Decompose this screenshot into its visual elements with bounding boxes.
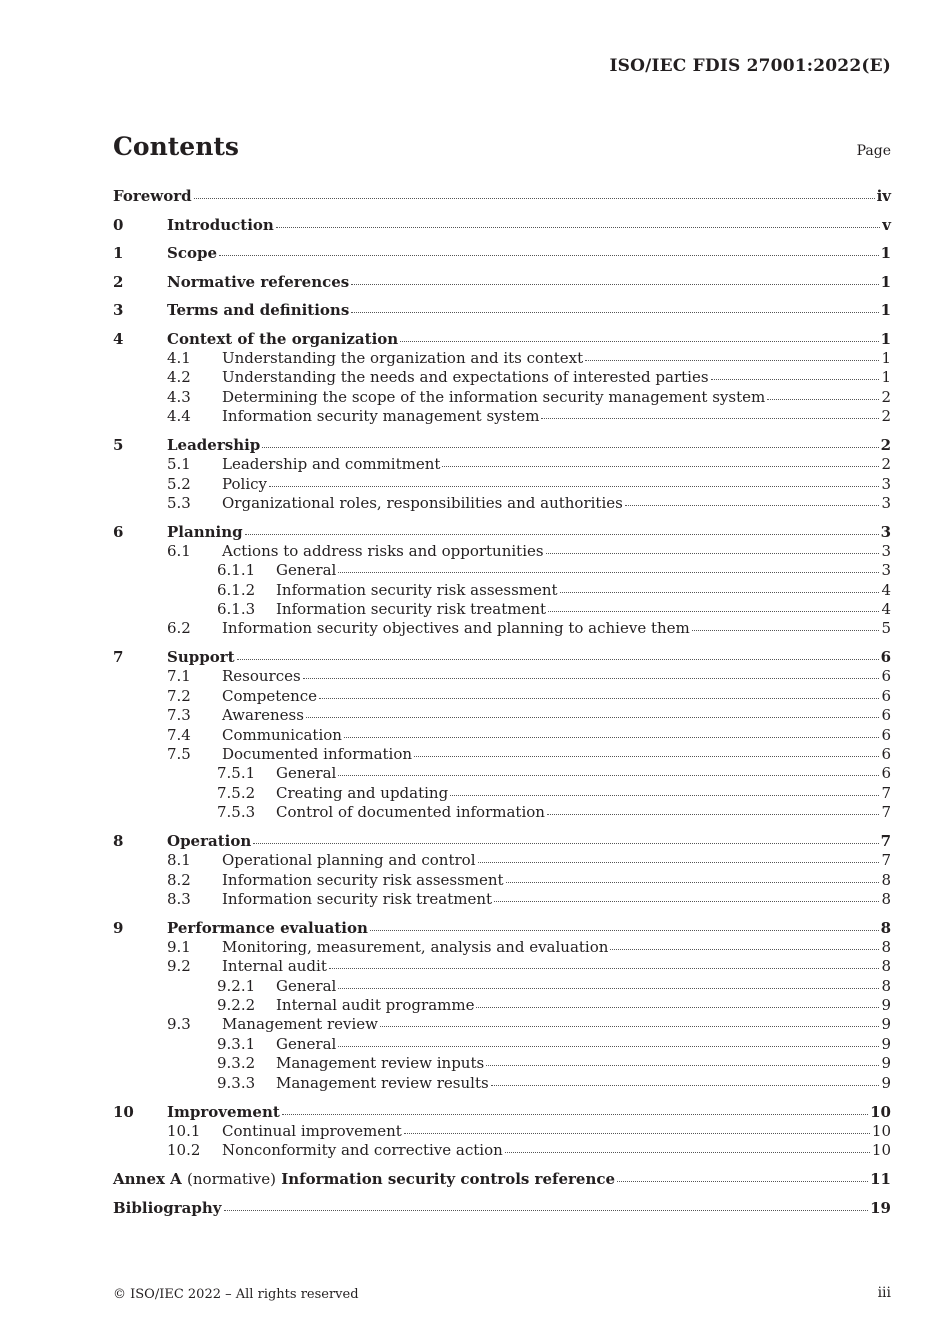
dot-leader [494,900,879,902]
toc-entry[interactable] [113,745,891,764]
dot-leader [711,378,880,380]
toc-entry-number: 9.3.1 [217,1034,256,1053]
annex-normative-note: (normative) [187,1170,276,1189]
toc-entry-title: Context of the organization [167,329,399,348]
toc-entry-page: 2 [881,455,891,474]
toc-entry[interactable] [113,186,891,206]
toc-entry-page: 2 [881,407,891,426]
dot-leader [478,861,880,863]
toc-entry-number: 7 [113,648,124,667]
dot-leader [237,658,879,660]
toc-entry-number: 5.2 [167,474,191,493]
dot-leader [306,716,880,718]
toc-entry[interactable] [113,957,891,976]
dot-leader [338,987,879,989]
page-title: Contents [113,132,240,161]
toc-entry-number: 7.4 [167,725,191,744]
dot-leader [370,929,879,931]
dot-leader [303,677,880,679]
dot-leader [262,446,878,448]
copyright-notice: © ISO/IEC 2022 – All rights reserved [113,1287,359,1302]
toc-entry[interactable] [113,475,891,494]
dot-leader [219,254,879,256]
toc-entry-title: Information security risk treatment [222,889,493,908]
toc-entry[interactable] [113,619,891,638]
toc-entry-title: Continual improvement [222,1121,402,1140]
toc-entry[interactable] [113,764,891,783]
toc-entry-page: 3 [881,541,891,560]
dot-leader [351,311,878,313]
dot-leader [269,485,879,487]
dot-leader [476,1006,879,1008]
dot-leader [404,1132,870,1134]
toc-entry-number: 6.2 [167,619,191,638]
toc-entry-title: Performance evaluation [167,918,368,937]
toc-entry-page: 6 [881,745,891,763]
toc-entry[interactable] [113,823,891,852]
toc-entry-page: 4 [881,580,891,599]
toc-entry[interactable] [113,1015,891,1034]
toc-entry-page: 1 [881,368,891,387]
toc-entry-page: 8 [881,870,891,889]
toc-entry-title: Understanding the needs and expectations of interested parties [222,368,709,387]
toc-entry-page: 9 [881,1054,891,1073]
toc-entry-page: 7 [881,851,891,870]
toc-entry-page: 8 [881,957,891,976]
toc-entry-title: Normative references [167,272,350,291]
dot-leader [548,610,879,612]
toc-entry-page: 2 [881,387,891,406]
toc-entry-title: Understanding the organization and its context [222,348,584,367]
toc-entry[interactable] [113,320,891,349]
toc-entry[interactable] [113,890,891,909]
dot-leader [338,1045,879,1047]
toc-entry-number: 8 [113,832,124,851]
toc-entry[interactable] [113,1160,891,1189]
toc-entry-number: 4.3 [167,387,191,406]
toc-entry-page: 9 [881,1034,891,1053]
toc-entry-number: 9.2.1 [217,976,256,995]
dot-leader [194,197,875,199]
toc-entry-page: 6 [881,706,891,725]
toc-entry-title: Bibliography [113,1198,222,1217]
dot-leader [506,881,880,883]
toc-entry-page: 8 [881,976,891,995]
toc-entry-page: v [882,215,891,234]
toc-entry-page: 3 [880,522,891,541]
toc-entry-page: 6 [880,648,891,667]
toc-entry-page: 6 [881,686,891,705]
toc-entry[interactable] [113,513,891,542]
table-of-contents [113,186,891,1218]
toc-entry[interactable] [113,368,891,387]
dot-leader [319,697,879,699]
annex-title: Information security controls reference [281,1170,616,1189]
toc-entry[interactable] [113,1074,891,1093]
toc-entry[interactable] [113,427,891,456]
toc-entry-title: Planning [167,522,243,541]
toc-entry[interactable] [113,206,891,235]
toc-entry-title: Management review inputs [276,1054,485,1073]
dot-leader [282,1113,868,1115]
toc-entry[interactable] [113,667,891,686]
toc-entry-number: 9.2 [167,957,191,976]
toc-entry-title: Internal audit programme [276,996,475,1015]
toc-entry-page: 4 [881,600,891,619]
toc-entry[interactable] [113,455,891,474]
toc-entry[interactable] [113,581,891,600]
toc-entry[interactable] [113,1141,891,1160]
toc-entry-title: Scope [167,244,218,263]
dot-leader [400,340,878,342]
toc-entry-title: Information security risk treatment [276,600,547,619]
toc-entry-title: General [276,764,337,783]
toc-entry-page: 9 [881,996,891,1015]
dot-leader [450,794,879,796]
toc-entry-number: 0 [113,215,124,234]
toc-entry-title: Introduction [167,215,274,234]
dot-leader [547,813,880,815]
toc-entry-title: Resources [222,667,301,686]
toc-entry[interactable] [113,600,891,619]
toc-entry-page: 6 [881,764,891,783]
toc-entry-page: 7 [881,783,891,802]
toc-entry[interactable] [113,726,891,745]
toc-entry[interactable] [113,1122,891,1141]
toc-entry[interactable] [113,349,891,368]
toc-entry-page: 7 [881,803,891,822]
page-column-label: Page [856,143,891,159]
toc-entry-page: 11 [870,1170,891,1189]
toc-entry-number: 9.3 [167,1015,191,1034]
toc-entry[interactable] [113,235,891,264]
toc-entry-page: 1 [880,244,891,263]
toc-entry-page: 19 [870,1198,891,1217]
toc-entry-number: 7.5 [167,745,191,763]
dot-leader [486,1064,879,1066]
toc-entry-page: 9 [881,1073,891,1092]
toc-entry[interactable] [113,639,891,668]
toc-entry-title: General [276,976,337,995]
toc-entry-title: Nonconformity and corrective action [222,1141,503,1160]
toc-entry-title: Management review [222,1015,378,1034]
toc-entry-title: Internal audit [222,957,327,976]
toc-entry-page: 6 [881,667,891,686]
toc-entry-page: 7 [880,832,891,851]
toc-entry-title: Communication [222,725,342,744]
toc-entry-page: 1 [880,272,891,291]
toc-entry[interactable] [113,1093,891,1122]
toc-entry-page: 3 [881,474,891,493]
toc-entry-number: 7.2 [167,686,191,705]
toc-entry[interactable] [113,1189,891,1218]
dot-leader [625,504,880,506]
toc-entry[interactable] [113,1035,891,1054]
toc-entry-number: 7.5.3 [217,803,256,822]
dot-leader [767,398,879,400]
toc-entry-number: 8.1 [167,851,191,870]
dot-leader [344,736,880,738]
toc-entry-title: Operational planning and control [222,851,476,870]
toc-entry-page: 10 [871,1121,891,1140]
toc-entry[interactable] [113,542,891,561]
dot-leader [692,629,880,631]
toc-entry[interactable] [113,263,891,292]
toc-entry-number: 6.1.3 [217,600,256,619]
dot-leader [560,591,880,593]
toc-entry-page: 5 [881,619,891,638]
page-number: iii [877,1285,891,1301]
toc-entry-number: 9.2.2 [217,996,256,1015]
toc-entry-number: 8.3 [167,889,191,908]
toc-entry[interactable] [113,494,891,513]
toc-entry-number: 4.2 [167,368,191,387]
toc-entry-number: 6 [113,522,124,541]
toc-entry-title: Management review results [276,1073,489,1092]
toc-entry-title: Creating and updating [276,783,449,802]
toc-entry-page: 8 [881,889,891,908]
toc-entry-number: 5.3 [167,493,191,512]
toc-entry-title: Leadership [167,436,261,455]
dot-leader [505,1151,870,1153]
toc-entry-title: Operation [167,832,252,851]
toc-entry-page: 8 [880,918,891,937]
toc-entry-page: 3 [881,561,891,580]
dot-leader [610,948,879,950]
toc-entry-page: 1 [881,348,891,367]
annex-label: Annex A [113,1170,182,1189]
toc-entry-page: 1 [880,301,891,320]
dot-leader [546,552,880,554]
toc-entry-title: Policy [222,474,267,493]
toc-entry-number: 6.1.2 [217,580,256,599]
dot-leader [491,1084,880,1086]
toc-entry-title: Control of documented information [276,803,545,822]
toc-entry-page: 3 [881,493,891,512]
toc-entry[interactable] [113,996,891,1015]
dot-leader [617,1180,868,1182]
toc-entry-number: 9 [113,918,124,937]
toc-entry-number: 6.1.1 [217,561,256,580]
toc-entry-title: Support [167,648,235,667]
toc-entry-title: Information security management system [222,407,540,426]
dot-leader [253,842,878,844]
toc-entry-title: General [276,1034,337,1053]
toc-entry-number: 10.1 [167,1121,201,1140]
dot-leader [276,226,880,228]
toc-entry-number: 7.5.2 [217,783,256,802]
toc-entry-page: iv [876,187,891,205]
toc-entry-page: 9 [881,1015,891,1034]
dot-leader [245,533,879,535]
toc-entry-number: 4.1 [167,348,191,367]
toc-entry-number: 7.3 [167,706,191,725]
toc-entry[interactable] [113,909,891,938]
toc-entry-page: 10 [871,1141,891,1160]
toc-entry-title: Information security risk assessment [276,580,558,599]
dot-leader [380,1025,879,1027]
toc-entry[interactable] [113,803,891,822]
toc-entry[interactable] [113,784,891,803]
toc-entry-title [113,1169,615,1189]
toc-entry-number: 9.3.2 [217,1054,256,1073]
toc-entry-title: Foreword [113,187,192,205]
toc-entry[interactable] [113,977,891,996]
toc-entry-title: Improvement [167,1102,280,1121]
toc-entry-number: 5.1 [167,455,191,474]
document-id: ISO/IEC FDIS 27001:2022(E) [609,56,891,76]
toc-entry-title: Leadership and commitment [222,455,441,474]
toc-entry-number: 8.2 [167,870,191,889]
toc-entry-number: 4 [113,329,124,348]
dot-leader [338,571,879,573]
dot-leader [329,967,880,969]
toc-entry-title: Competence [222,686,318,705]
toc-entry[interactable] [113,561,891,580]
toc-entry[interactable] [113,388,891,407]
dot-leader [338,774,879,776]
toc-entry-title: Organizational roles, responsibilities and authorities [222,493,623,512]
toc-entry-title: Monitoring, measurement, analysis and evaluation [222,937,609,956]
dot-leader [351,283,878,285]
toc-entry[interactable] [113,407,891,426]
toc-entry[interactable] [113,938,891,957]
toc-entry-number: 3 [113,301,124,320]
toc-entry-number: 9.1 [167,937,191,956]
toc-entry[interactable] [113,871,891,890]
toc-entry-page: 1 [880,329,891,348]
toc-entry[interactable] [113,851,891,870]
toc-entry-number: 4.4 [167,407,191,426]
toc-entry-title: Terms and definitions [167,301,350,320]
toc-entry-number: 5 [113,436,124,455]
toc-entry-page: 6 [881,725,891,744]
dot-leader [442,465,879,467]
toc-entry-page: 2 [880,436,891,455]
toc-entry-number: 1 [113,244,124,263]
toc-entry[interactable] [113,687,891,706]
toc-entry[interactable] [113,706,891,725]
toc-entry[interactable] [113,292,891,321]
dot-leader [585,359,879,361]
toc-entry-page: 10 [870,1102,891,1121]
dot-leader [414,755,879,757]
toc-entry-number: 10.2 [167,1141,201,1160]
toc-entry-number: 9.3.3 [217,1073,256,1092]
toc-entry-title: Actions to address risks and opportunities [222,541,544,560]
toc-entry-number: 2 [113,272,124,291]
toc-entry-title: Determining the scope of the information security management system [222,387,766,406]
toc-entry-title: Information security objectives and planning to achieve them [222,619,690,638]
toc-entry-number: 10 [113,1102,134,1121]
toc-entry-title: Documented information [222,745,413,763]
toc-entry-number: 7.1 [167,667,191,686]
dot-leader [541,417,879,419]
toc-entry-title: Awareness [222,706,304,725]
toc-entry[interactable] [113,1054,891,1073]
toc-entry-number: 7.5.1 [217,764,256,783]
toc-entry-page: 8 [881,937,891,956]
toc-entry-number: 6.1 [167,541,191,560]
toc-entry-title: General [276,561,337,580]
dot-leader [224,1209,869,1211]
toc-entry-title: Information security risk assessment [222,870,504,889]
